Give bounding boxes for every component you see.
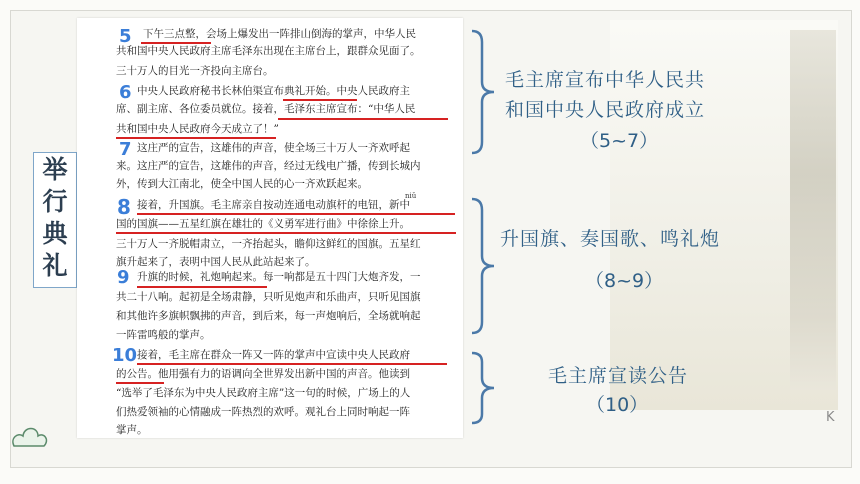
red-underline <box>137 286 267 288</box>
text-line: 掌声。 <box>116 424 148 436</box>
pinyin-ruby: niǔ <box>405 192 417 200</box>
text-line: 的公告。他用强有力的语调向全世界发出新中国的声音。他读到 <box>116 368 410 380</box>
bracket-icon <box>470 196 498 336</box>
corner-mark: K <box>826 410 835 425</box>
red-underline <box>137 363 447 365</box>
paragraph-number: 7 <box>119 139 132 160</box>
text-line: 国的国旗——五星红旗在雄壮的《义勇军进行曲》中徐徐上升。 <box>116 218 410 230</box>
summary-range: （10） <box>586 394 649 416</box>
title-char: 礼 <box>42 251 68 280</box>
text-line: 中央人民政府秘书长林伯渠宣布典礼开始。中央人民政府主 <box>137 85 410 97</box>
text-line: 三十万人一齐脱帽肃立，一齐抬起头，瞻仰这鲜红的国旗。五星红 <box>116 238 421 250</box>
bracket-icon <box>470 350 498 426</box>
text-line: 外，传到大江南北，使全中国人民的心一齐欢跃起来。 <box>116 178 368 190</box>
summary-text: 升国旗、奏国歌、鸣礼炮 <box>500 228 721 250</box>
red-underline <box>283 99 357 101</box>
text-line: 共二十八响。起初是全场肃静，只听见炮声和乐曲声，只听见国旗 <box>116 291 421 303</box>
title-char: 行 <box>42 187 68 216</box>
red-underline <box>116 232 456 234</box>
cloud-decoration-icon <box>10 418 50 452</box>
paragraph-number: 10 <box>112 345 138 366</box>
text-line: 和其他许多旗帜飘拂的声音，到后来，每一声炮响后，全场就响起 <box>116 310 421 322</box>
text-line: 共和国中央人民政府今天成立了！” <box>116 123 279 135</box>
summary-text: 毛主席宣布中华人民共 <box>505 69 706 91</box>
text-line: 接着，毛主席在群众一阵又一阵的掌声中宣读中央人民政府 <box>137 349 410 361</box>
text-line: 一阵雷鸣般的掌声。 <box>116 329 211 341</box>
red-underline <box>137 213 455 215</box>
text-line: “选举了毛泽东为中央人民政府主席”这一句的时候，广场上的人 <box>116 387 411 399</box>
title-char: 典 <box>42 219 68 248</box>
text-line: 升旗的时候，礼炮响起来。每一响都是五十四门大炮齐发，一 <box>137 271 421 283</box>
title-char: 举 <box>42 155 68 184</box>
summary-text: 和国中央人民政府成立 <box>505 99 706 121</box>
summary-text: 毛主席宣读公告 <box>548 365 689 387</box>
bracket-icon <box>470 28 498 156</box>
text-line: 席、副主席、各位委员就位。接着，毛泽东主席宣布：“中华人民 <box>116 103 416 115</box>
text-line: 三十万人的目光一齐投向主席台。 <box>116 65 274 77</box>
vertical-title-box <box>33 152 77 288</box>
red-underline <box>116 382 164 384</box>
summary-range: （5~7） <box>580 130 659 152</box>
text-line: 旗升起来了，表明中国人民从此站起来了。 <box>116 256 316 268</box>
paragraph-number: 5 <box>119 26 132 47</box>
red-underline <box>278 118 448 120</box>
text-line: 下午三点整，会场上爆发出一阵排山倒海的掌声，中华人民 <box>143 28 416 40</box>
paragraph-number: 6 <box>119 82 132 103</box>
paragraph-number: 9 <box>117 267 130 288</box>
text-line: 来。这庄严的宣告，这雄伟的声音，经过无线电广播，传到长城内 <box>116 160 421 172</box>
text-line: 这庄严的宣告，这雄伟的声音，使全场三十万人一齐欢呼起 <box>137 142 410 154</box>
red-underline <box>116 137 276 139</box>
text-line: 共和国中央人民政府主席毛泽东出现在主席台上，跟群众见面了。 <box>116 45 421 57</box>
decorative-landscape <box>790 30 836 390</box>
red-underline <box>141 42 211 44</box>
summary-range: （8~9） <box>585 270 664 292</box>
text-line: 们热爱领袖的心情融成一阵热烈的欢呼。观礼台上同时响起一阵 <box>116 406 410 418</box>
text-line: 接着，升国旗。毛主席亲自按动连通电动旗杆的电钮，新中 <box>137 199 410 211</box>
paragraph-number: 8 <box>117 195 131 219</box>
